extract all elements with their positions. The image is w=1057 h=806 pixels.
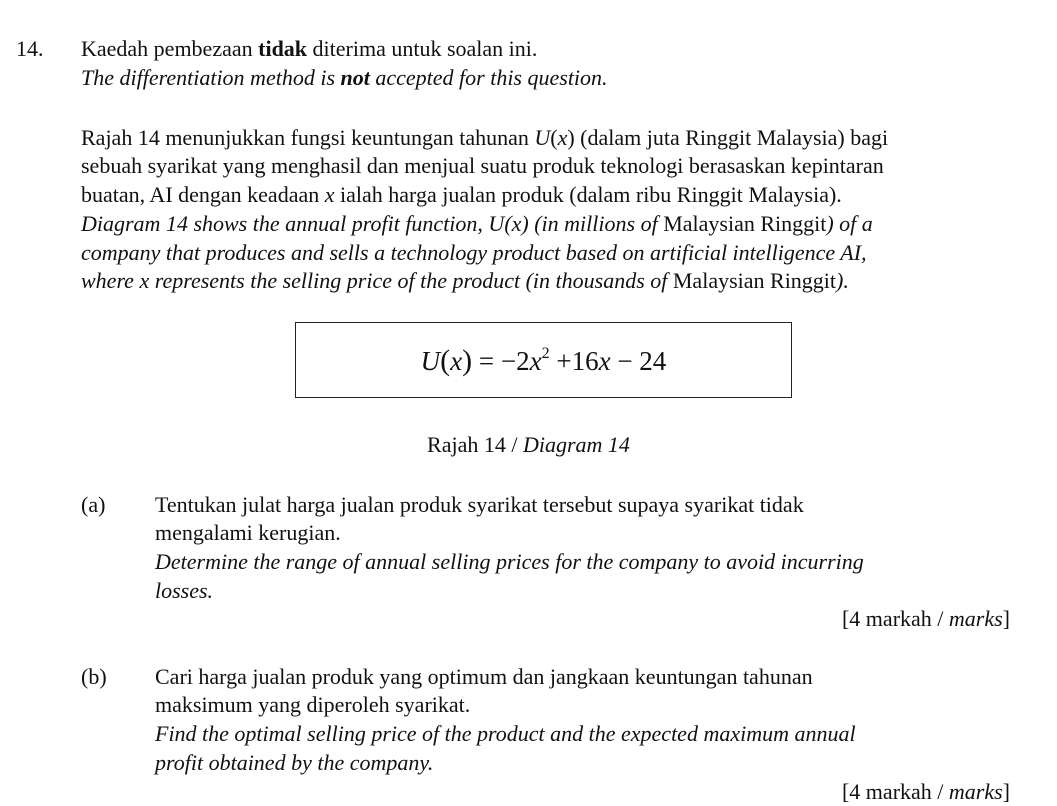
text-run: company that produces and sells a technology product based on artificial intelligence AI,: [81, 240, 867, 265]
part-a-malay-line-1: Tentukan julat harga jualan produk syarikat tersebut supaya syarikat tidak: [155, 492, 804, 517]
text-run: (x) (in millions of: [504, 211, 664, 236]
marks-text: ]: [1002, 606, 1010, 631]
malay-para-line-2: sebuah syarikat yang menghasil dan menjual suatu produk teknologi berasaskan kepintaran: [81, 153, 884, 178]
part-b-marks: [842, 778, 1010, 805]
variable-x: x: [529, 346, 542, 376]
variable-x: x: [450, 346, 463, 376]
part-b-malay-line-2: maksimum yang diperoleh syarikat.: [155, 692, 471, 717]
formula-part: = −2: [478, 346, 530, 376]
text-run: ) of a: [826, 211, 873, 236]
text-run: buatan, AI dengan keadaan: [81, 182, 325, 207]
instruction-malay-post: diterima untuk soalan ini.: [307, 36, 538, 61]
instruction-english: [81, 64, 608, 91]
text-run: Rajah 14 menunjukkan fungsi keuntungan tahunan: [81, 125, 535, 150]
caption-text-italic: Diagram 14: [522, 432, 630, 457]
part-a-malay-line-2: mengalami kerugian.: [155, 520, 341, 545]
part-a-marks: [842, 605, 1010, 632]
malay-para-line-1: [81, 124, 888, 151]
formula-part: +16: [549, 346, 599, 376]
profit-function-formula: $U(x) = -2x^2 +16x - 24$: [420, 344, 667, 377]
text-run: losses.: [155, 578, 214, 603]
text-run: Diagram 14 shows the annual profit function,: [81, 211, 489, 236]
instruction-malay-bold: tidak: [258, 36, 308, 61]
text-run: Malaysian Ringgit: [663, 211, 827, 236]
question-number: 14.: [16, 36, 44, 61]
marks-text-italic: marks: [948, 779, 1003, 804]
instruction-english-pre: The differentiation method is: [81, 65, 341, 90]
part-a-label: (a): [81, 492, 106, 517]
text-run: Malaysian Ringgit: [672, 268, 837, 293]
part-a-english-line-1: [155, 548, 864, 575]
caption-text: Rajah 14 /: [427, 432, 523, 457]
function-name: U: [534, 125, 551, 150]
text-run: ) (dalam juta Ringgit Malaysia) bagi: [567, 125, 889, 150]
marks-text: ]: [1002, 779, 1010, 804]
text-run: Find the optimal selling price of the product and the expected maximum annual: [155, 721, 856, 746]
marks-text: [4 markah /: [841, 606, 949, 631]
formula-box: [295, 322, 792, 398]
malay-para-line-3: [81, 181, 842, 208]
english-para-line-1: [81, 210, 873, 237]
function-name: U: [420, 346, 441, 376]
marks-text-italic: marks: [948, 606, 1003, 631]
text-run: (: [550, 125, 558, 150]
instruction-english-post: accepted for this question.: [369, 65, 608, 90]
text-run: where x represents the selling price of the product (in thousands of: [81, 268, 673, 293]
text-run: ialah harga jualan produk (dalam ribu Ringgit Malaysia).: [334, 182, 842, 207]
marks-text: [4 markah /: [841, 779, 949, 804]
part-b-label: (b): [81, 664, 107, 689]
part-a-english-line-2: [155, 577, 213, 604]
instruction-malay: [81, 35, 537, 62]
function-name: U: [488, 211, 505, 236]
variable-x: x: [557, 125, 568, 150]
text-run: profit obtained by the company.: [155, 750, 434, 775]
instruction-english-bold: not: [340, 65, 370, 90]
english-para-line-3: [81, 267, 849, 294]
exponent: 2: [541, 345, 550, 362]
text-run: Determine the range of annual selling prices for the company to avoid incurring: [155, 549, 864, 574]
formula-part: − 24: [610, 346, 667, 376]
variable-x: x: [598, 346, 611, 376]
diagram-caption: [0, 431, 1057, 458]
instruction-malay-pre: Kaedah pembezaan: [81, 36, 259, 61]
part-b-english-line-1: [155, 720, 856, 747]
text-run: ).: [836, 268, 849, 293]
part-b-english-line-2: [155, 749, 433, 776]
part-b-malay-line-1: Cari harga jualan produk yang optimum dan jangkaan keuntungan tahunan: [155, 664, 813, 689]
english-para-line-2: [81, 239, 867, 266]
variable-x: x: [324, 182, 335, 207]
